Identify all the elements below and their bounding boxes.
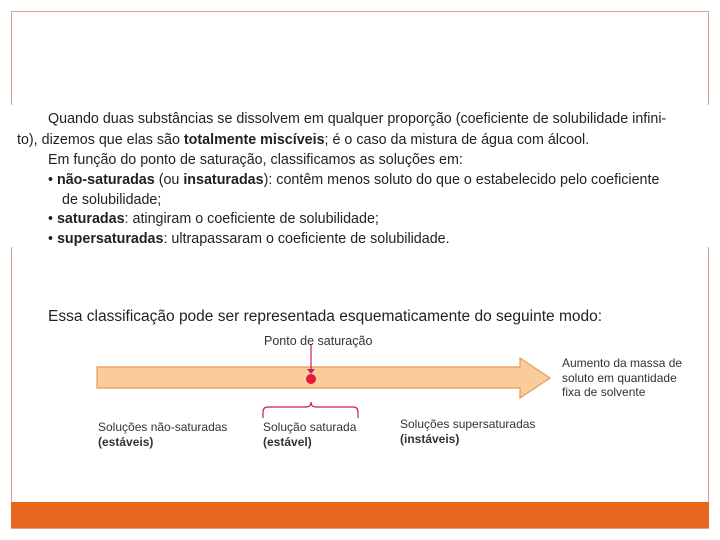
bullet-nao-saturadas-cont: de solubilidade; [62,192,162,208]
paragraph-line-2: to), dizemos que elas são totalmente miscíveis; é o caso da mistura de água com álcool. [17,132,590,148]
bullet-nao-saturadas: • não-saturadas (ou insaturadas): contêm menos soluto do que o estabelecido pelo coeficiente [48,172,660,188]
arrow-label-line-1: Aumento da massa de [562,356,683,370]
arrow-label-line-3: fixa de solvente [562,385,646,399]
bullet-supersaturadas: • supersaturadas: ultrapassaram o coeficiente de solubilidade. [48,231,450,247]
paragraph-2: Em função do ponto de saturação, classificamos as soluções em: [48,152,463,168]
arrow-label-line-2: soluto em quantidade [562,371,677,385]
paragraph-line-1: Quando duas substâncias se dissolvem em qualquer proporção (coeficiente de solubilidade infini- [48,111,667,127]
unsaturated-label: Soluções não-saturadas [98,420,228,434]
bracket [263,402,358,418]
saturation-point-marker [306,374,316,384]
saturation-point-label: Ponto de saturação [264,334,373,348]
unsaturated-stability: (estáveis) [98,435,154,449]
supersaturated-label: Soluções supersaturadas [400,417,536,431]
text-block [0,105,720,247]
lead-sentence: Essa classificação pode ser representada esquematicamente do seguinte modo: [48,308,603,325]
saturated-label: Solução saturada [263,420,357,434]
arrow-shape [97,358,550,398]
supersaturated-stability: (instáveis) [400,432,460,446]
accent-band [11,502,709,528]
bullet-saturadas: • saturadas: atingiram o coeficiente de solubilidade; [48,211,379,227]
saturated-stability: (estável) [263,435,312,449]
